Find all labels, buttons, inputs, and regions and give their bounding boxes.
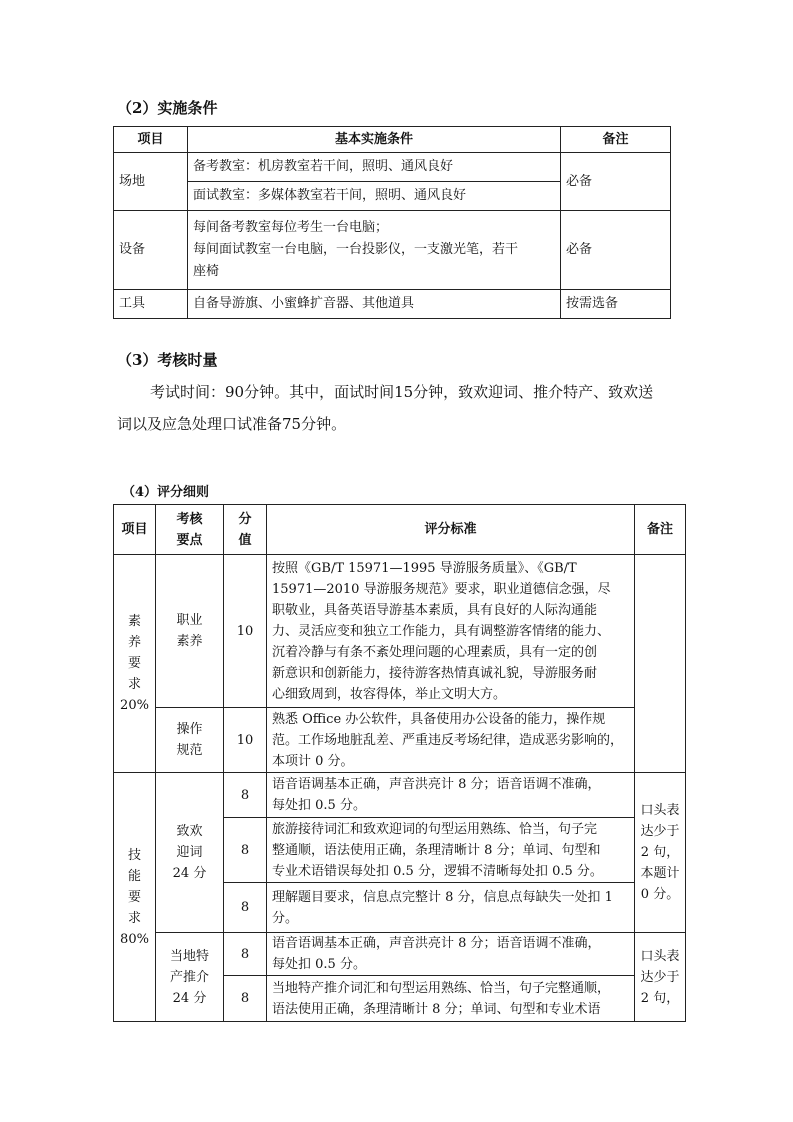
text-line: 口头表	[640, 803, 680, 818]
standard-cell	[267, 933, 635, 976]
row-venue-condition-2: 面试教室：多媒体教室若干间，照明、通风良好	[188, 182, 561, 211]
exam-time-line-2: 词以及应急处理口试准备75分钟。	[117, 415, 347, 433]
header-point	[156, 505, 224, 555]
text-line: 求	[127, 910, 141, 926]
text-line: 按照《GB/T 15971—1995 导游服务质量》、《GB/T	[272, 560, 577, 576]
text-line: 心细致周到，妆容得体，举止文明大方。	[272, 686, 507, 702]
section-2-title: （2）实施条件	[117, 99, 218, 117]
score-cell: 10	[224, 708, 267, 773]
text-line: 范。工作场地脏乱差、严重违反考场纪律，造成恶劣影响的，	[272, 732, 624, 748]
text-line: 熟悉 Office 办公软件，具备使用办公设备的能力，操作规	[272, 711, 606, 727]
note-local-specialty	[635, 933, 686, 1022]
text-line: 20%	[120, 698, 149, 713]
text-line: 座椅	[193, 264, 220, 279]
group-literacy-item	[114, 555, 156, 773]
standard-cell	[267, 708, 635, 773]
header-score	[224, 505, 267, 555]
row-venue-item: 场地	[114, 153, 188, 211]
text-line: 本题计	[640, 866, 680, 881]
header-conditions: 基本实施条件	[188, 127, 561, 153]
text-line: 要	[127, 889, 141, 905]
text-line: 养	[127, 635, 141, 650]
text-line: 语法使用正确，条理清晰计 8 分；单词、句型和专业术语	[272, 1001, 601, 1017]
text-line: 规范	[176, 743, 203, 758]
text-line: 求	[127, 677, 141, 692]
row-tools-note: 按需选备	[561, 290, 671, 319]
row-equipment-condition	[188, 211, 561, 290]
row-tools-item: 工具	[114, 290, 188, 319]
text-line: 职敬业，具备英语导游基本素质，具有良好的人际沟通能	[272, 602, 598, 618]
scoring-table	[113, 504, 686, 1022]
text-line: 当地特	[169, 948, 209, 964]
text-line: 24 分	[172, 866, 207, 881]
text-line: 达少于	[640, 824, 680, 839]
score-cell: 8	[224, 818, 267, 883]
text-line: 整通顺，语法使用正确，条理清晰计 8 分；单词、句型和	[272, 842, 601, 858]
row-tools-condition: 自备导游旗、小蜜蜂扩音器、其他道具	[188, 290, 561, 319]
text-line: 专业术语错误每处扣 0.5 分，逻辑不清晰每处扣 0.5 分。	[272, 863, 603, 879]
text-line: 素	[127, 614, 141, 629]
section-4-title: （4）评分细则	[122, 485, 210, 500]
text-line: 15971—2010 导游服务规范》要求，职业道德信念强，尽	[272, 581, 611, 597]
point-welcome-speech	[156, 773, 224, 933]
text-line: 职业	[176, 613, 203, 628]
text-line: 操作	[176, 722, 203, 737]
row-venue-note: 必备	[561, 153, 671, 211]
text-line: 每间备考教室每位考生一台电脑；	[193, 220, 389, 235]
text-line: 0 分。	[640, 887, 680, 902]
note-welcome-speech	[635, 773, 686, 933]
text-line: 每间面试教室一台电脑，一台投影仪，一支激光笔，若干	[193, 242, 519, 257]
standard-cell	[267, 976, 635, 1022]
text-line: 80%	[120, 931, 149, 947]
text-line: 分	[238, 511, 252, 527]
text-line: 每处扣 0.5 分。	[272, 798, 366, 813]
row-equipment-item: 设备	[114, 211, 188, 290]
note-cell-empty	[635, 555, 686, 773]
standard-cell	[267, 818, 635, 883]
text-line: 口头表	[640, 948, 680, 964]
text-line: 值	[238, 532, 252, 548]
text-line: 语音语调基本正确，声音洪亮计 8 分；语音语调不准确，	[272, 936, 601, 951]
row-equipment-note: 必备	[561, 211, 671, 290]
standard-cell	[267, 773, 635, 818]
text-line: 要	[127, 656, 141, 671]
exam-time-line-1: 考试时间：90分钟。其中，面试时间15分钟，致欢迎词、推介特产、致欢送	[150, 383, 654, 401]
text-line: 每处扣 0.5 分。	[272, 957, 366, 972]
text-line: 理解题目要求，信息点完整计 8 分，信息点每缺失一处扣 1	[272, 889, 613, 905]
header-note: 备注	[561, 127, 671, 153]
text-line: 新意识和创新能力，接待游客热情真诚礼貌，导游服务耐	[272, 665, 598, 681]
header-item: 项目	[114, 505, 156, 555]
text-line: 沉着冷静与有条不紊处理问题的心理素质，具有一定的创	[272, 644, 598, 660]
point-operation-standard	[156, 708, 224, 773]
text-line: 能	[127, 868, 141, 884]
text-line: 产推介	[169, 969, 209, 985]
text-line: 考核	[176, 511, 203, 527]
conditions-table	[113, 126, 671, 319]
point-local-specialty	[156, 933, 224, 1022]
standard-cell	[267, 555, 635, 708]
point-professional-literacy	[156, 555, 224, 708]
text-line: 技	[127, 847, 141, 863]
section-3-title: （3）考核时量	[117, 351, 218, 369]
text-line: 2 句，	[640, 990, 680, 1006]
text-line: 分。	[272, 910, 299, 926]
text-line: 达少于	[640, 969, 680, 985]
text-line: 迎词	[176, 845, 203, 860]
text-line: 2 句，	[640, 845, 680, 860]
header-note: 备注	[635, 505, 686, 555]
text-line: 力、灵活应变和独立工作能力，具有调整游客情绪的能力、	[272, 623, 611, 639]
score-cell: 8	[224, 883, 267, 933]
text-line: 语音语调基本正确，声音洪亮计 8 分；语音语调不准确，	[272, 777, 601, 792]
score-cell: 8	[224, 773, 267, 818]
score-cell: 8	[224, 976, 267, 1022]
text-line: 本项计 0 分。	[272, 753, 354, 769]
text-line: 24 分	[172, 990, 207, 1006]
header-standard: 评分标准	[267, 505, 635, 555]
text-line: 要点	[176, 532, 203, 548]
score-cell: 8	[224, 933, 267, 976]
text-line: 致欢	[176, 824, 203, 839]
standard-cell	[267, 883, 635, 933]
text-line: 当地特产推介词汇和句型运用熟练、恰当，句子完整通顺，	[272, 980, 611, 996]
header-item: 项目	[114, 127, 188, 153]
text-line: 素养	[176, 634, 203, 649]
text-line: 旅游接待词汇和致欢迎词的句型运用熟练、恰当，句子完	[272, 821, 598, 837]
row-venue-condition-1: 备考教室：机房教室若干间，照明、通风良好	[188, 153, 561, 182]
group-skill-item	[114, 773, 156, 1022]
score-cell: 10	[224, 555, 267, 708]
